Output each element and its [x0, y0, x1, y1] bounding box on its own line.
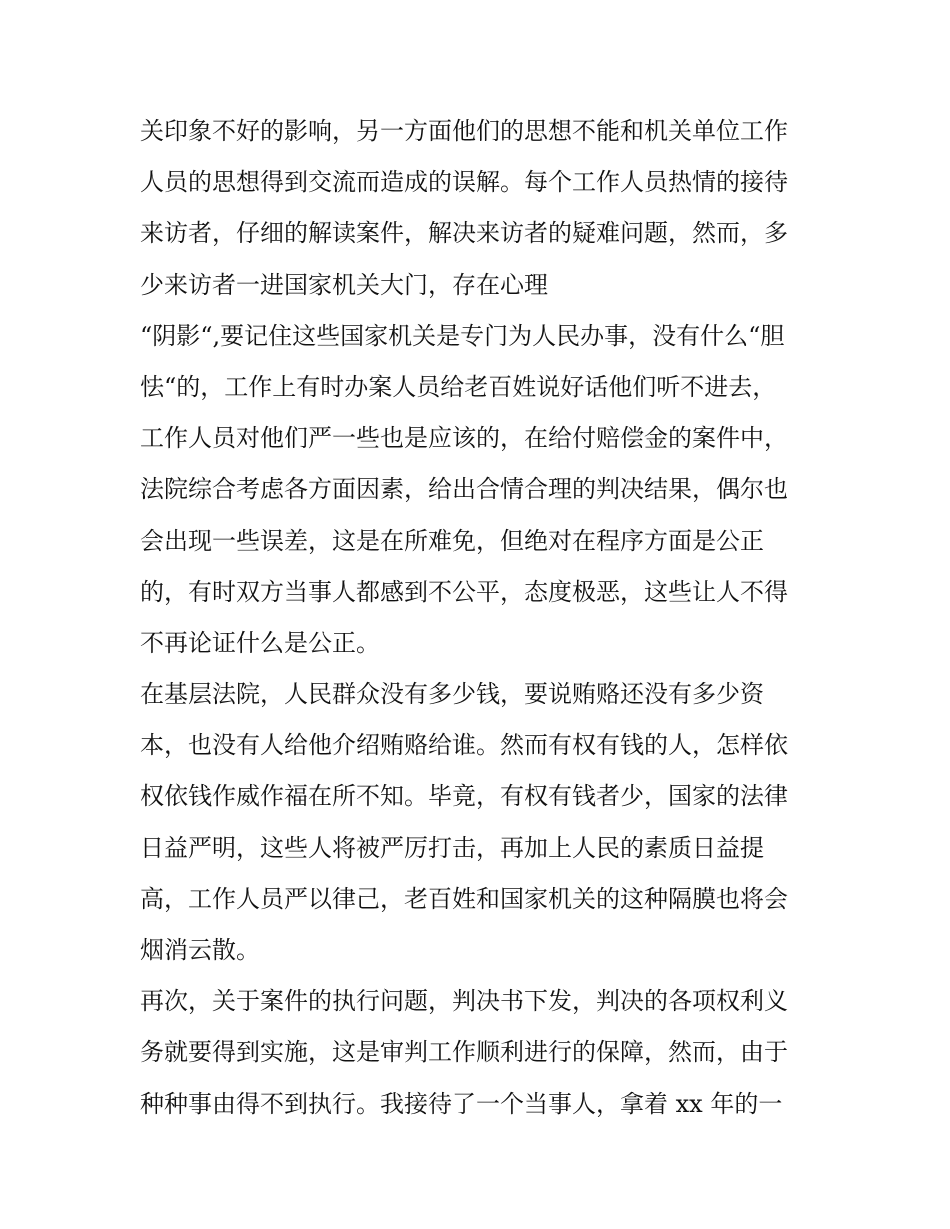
- text-line: 关印象不好的影响，另一方面他们的思想不能和机关单位工作: [140, 117, 788, 145]
- text-line: 工作人员对他们严一些也是应该的，在给付赔偿金的案件中，: [140, 424, 788, 453]
- text-line: 怯“的，工作上有时办案人员给老百姓说好话他们听不进去，: [140, 372, 777, 401]
- text-line: 的，有时双方当事人都感到不公平，态度极恶，这些让人不得: [140, 577, 788, 606]
- text-line: 高，工作人员严以律己，老百姓和国家机关的这种隔膜也将会: [140, 884, 788, 913]
- text-line: 不再论证什么是公正。: [140, 628, 380, 657]
- text-line: “阴影“,要记住这些国家机关是专门为人民办事，没有什么“胆: [140, 321, 785, 350]
- body-text: [140, 106, 820, 1130]
- text-line: 日益严明，这些人将被严厉打击，再加上人民的素质日益提: [140, 833, 764, 862]
- text-line: 务就要得到实施，这是审判工作顺利进行的保障，然而，由于: [140, 1038, 788, 1067]
- text-line: 再次，关于案件的执行问题，判决书下发，判决的各项权利义: [140, 987, 788, 1016]
- text-line: 权依钱作威作福在所不知。毕竟，有权有钱者少，国家的法律: [140, 782, 788, 811]
- text-line: 法院综合考虑各方面因素，给出合情合理的判决结果，偶尔也: [140, 475, 788, 504]
- text-line: 种种事由得不到执行。我接待了一个当事人，拿着 xx 年的一: [140, 1089, 783, 1118]
- text-line: 烟消云散。: [140, 936, 260, 964]
- text-line: 人员的思想得到交流而造成的误解。每个工作人员热情的接待: [140, 168, 788, 197]
- text-line: 少来访者一进国家机关大门，存在心理: [140, 270, 548, 299]
- text-line: 在基层法院，人民群众没有多少钱，要说贿赂还没有多少资: [140, 680, 764, 709]
- text-line: 会出现一些误差，这是在所难免，但绝对在程序方面是公正: [140, 526, 764, 555]
- text-line: 本，也没有人给他介绍贿赂给谁。然而有权有钱的人，怎样依: [140, 731, 788, 760]
- text-line: 来访者，仔细的解读案件，解决来访者的疑难问题，然而，多: [140, 219, 788, 248]
